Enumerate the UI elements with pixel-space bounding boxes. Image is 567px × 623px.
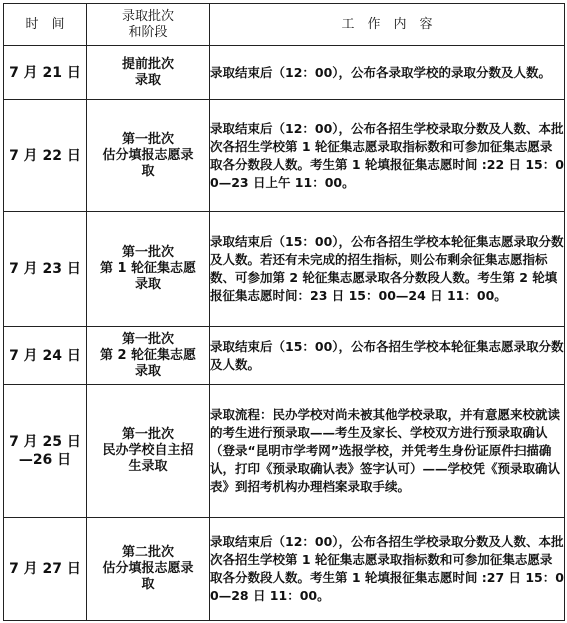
table-row bbox=[4, 327, 565, 385]
stage-cell: 第二批次 估分填报志愿录 取 bbox=[87, 518, 210, 621]
date-cell: 7 月 25 日 —26 日 bbox=[4, 385, 87, 518]
content-cell: 录取结束后（15：00），公布各招生学校本轮征集志愿录取分数及人数。 bbox=[210, 327, 565, 385]
stage-cell: 第一批次 民办学校自主招 生录取 bbox=[87, 385, 210, 518]
date-cell: 7 月 27 日 bbox=[4, 518, 87, 621]
content-cell: 录取流程：民办学校对尚未被其他学校录取，并有意愿来校就读的考生进行预录取——考生及家长、学校双方进行预录取确认（登录“昆明市学考网”选报学校，并凭考生身份证原件扫描确认，打印《预录取确认表》签字认可）——学校凭《预录取确认表》到招考机构办理档案录取手续。 bbox=[210, 385, 565, 518]
date-cell: 7 月 24 日 bbox=[4, 327, 87, 385]
date-cell: 7 月 23 日 bbox=[4, 212, 87, 327]
admission-schedule-table bbox=[3, 3, 565, 621]
stage-cell: 第一批次 第 2 轮征集志愿 录取 bbox=[87, 327, 210, 385]
stage-cell: 第一批次 第 1 轮征集志愿 录取 bbox=[87, 212, 210, 327]
stage-cell: 提前批次 录取 bbox=[87, 46, 210, 100]
date-cell: 7 月 22 日 bbox=[4, 100, 87, 212]
content-cell: 录取结束后（15：00），公布各招生学校本轮征集志愿录取分数及人数。若还有未完成的招生指标，则公布剩余征集志愿指标数、可参加第 2 轮征集志愿录取各分数段人数。考生第 2 轮填报征集志愿时间：23 日 15：00—24 日 11：00。 bbox=[210, 212, 565, 327]
header-content: 工 作 内 容 bbox=[210, 4, 565, 46]
header-time: 时 间 bbox=[4, 4, 87, 46]
table-row bbox=[4, 212, 565, 327]
table-row bbox=[4, 100, 565, 212]
header-stage: 录取批次 和阶段 bbox=[87, 4, 210, 46]
header-row bbox=[4, 4, 565, 46]
table-row bbox=[4, 385, 565, 518]
stage-cell: 第一批次 估分填报志愿录 取 bbox=[87, 100, 210, 212]
table-row bbox=[4, 518, 565, 621]
table-row bbox=[4, 46, 565, 100]
date-cell: 7 月 21 日 bbox=[4, 46, 87, 100]
content-cell: 录取结束后（12：00），公布各招生学校录取分数及人数、本批次各招生学校第 1 轮征集志愿录取指标数和可参加征集志愿录取各分数段人数。考生第 1 轮填报征集志愿时间 :22 日 15：00—23 日上午 11：00。 bbox=[210, 100, 565, 212]
content-cell: 录取结束后（12：00），公布各招生学校录取分数及人数、本批次各招生学校第 1 轮征集志愿录取指标数和可参加征集志愿录取各分数段人数。考生第 1 轮填报征集志愿时间 :27 日 15：00—28 日 11：00。 bbox=[210, 518, 565, 621]
content-cell: 录取结束后（12：00），公布各录取学校的录取分数及人数。 bbox=[210, 46, 565, 100]
